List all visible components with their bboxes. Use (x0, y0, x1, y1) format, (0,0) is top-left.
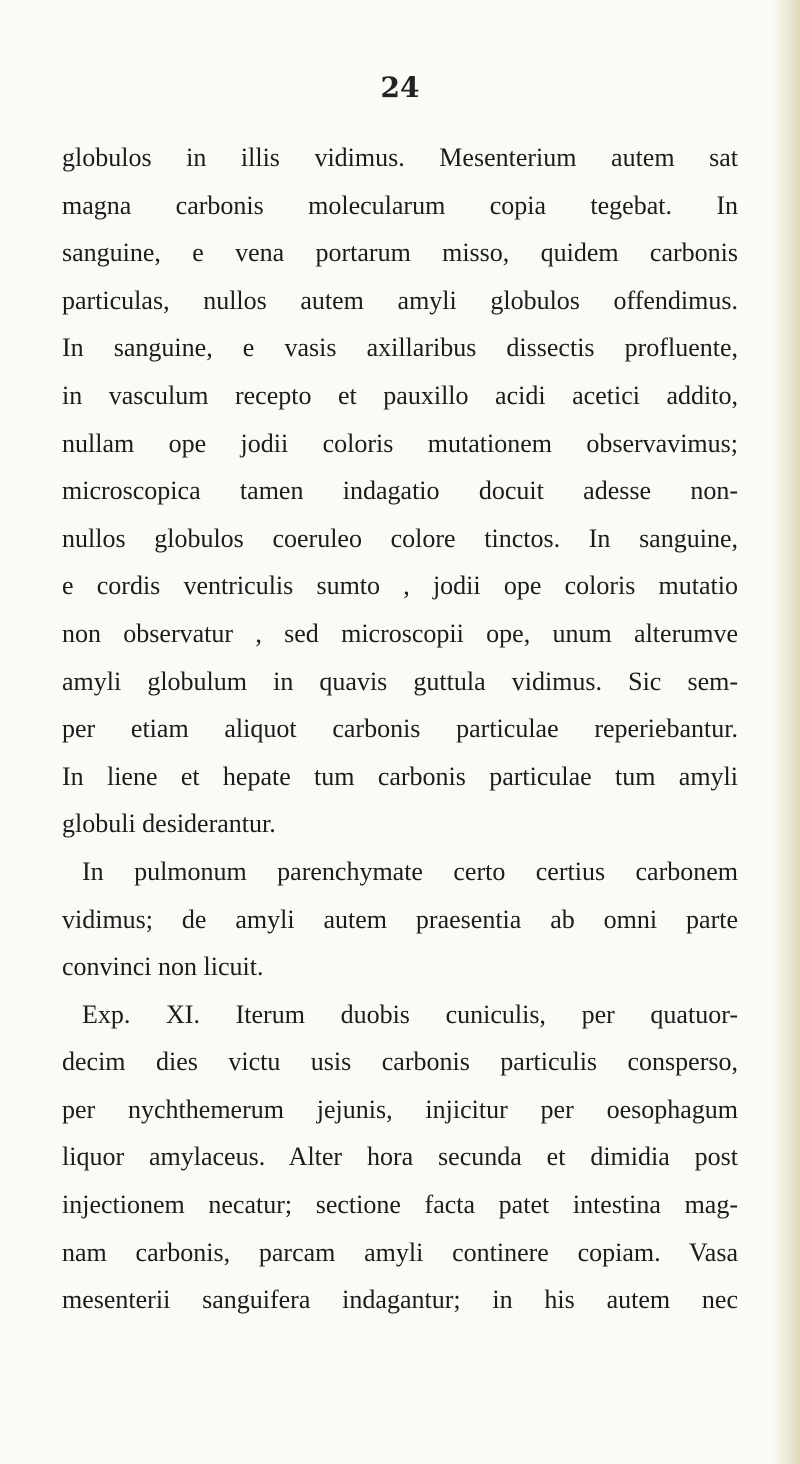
text-line: globulos in illis vidimus. Mesenterium autem sat (62, 143, 738, 172)
text-line: e cordis ventriculis sumto , jodii ope coloris mutatio (62, 571, 738, 601)
text-line: sanguine, e vena portarum misso, quidem carbonis (62, 238, 738, 268)
text-line: liquor amylaceus. Alter hora secunda et dimidia post (62, 1142, 738, 1172)
text-line: nam carbonis, parcam amyli continere copiam. Vasa (62, 1237, 738, 1267)
text-line: convinci non licuit. (62, 952, 264, 982)
text-line: vidimus; de amyli autem praesentia ab omni parte (62, 904, 738, 934)
text-line: per etiam aliquot carbonis particulae reperiebantur. (62, 714, 738, 744)
text-line: microscopica tamen indagatio docuit adesse non- (62, 476, 738, 506)
text-line: particulas, nullos autem amyli globulos offendimus. (62, 285, 738, 315)
text-line: nullos globulos coeruleo colore tinctos. In sanguine, (62, 523, 738, 553)
page-number: 24 (380, 71, 420, 104)
text-line: nullam ope jodii coloris mutationem observavimus; (62, 428, 738, 458)
text-line: In liene et hepate tum carbonis particulae tum amyli (62, 761, 738, 791)
text-line: Exp. XI. Iterum duobis cuniculis, per quatuor- (82, 999, 738, 1029)
text-line: non observatur , sed microscopii ope, unum alterumve (62, 618, 738, 648)
text-line: per nychthemerum jejunis, injicitur per oesophagum (62, 1094, 738, 1124)
text-line: mesenterii sanguifera indagantur; in his autem nec (62, 1285, 738, 1315)
text-line: globuli desiderantur. (62, 809, 276, 839)
text-line: magna carbonis molecularum copia tegebat. In (62, 190, 738, 220)
body-text (62, 134, 738, 1324)
text-line: In pulmonum parenchymate certo certius carbonem (82, 856, 738, 886)
page-edge-shadow (772, 0, 800, 1464)
text-line: injectionem necatur; sectione facta patet intestina mag- (62, 1190, 738, 1220)
text-line: in vasculum recepto et pauxillo acidi acetici addito, (62, 380, 738, 410)
text-line: amyli globulum in quavis guttula vidimus. Sic sem- (62, 666, 738, 696)
text-line: In sanguine, e vasis axillaribus dissectis profluente, (62, 333, 738, 363)
text-line: decim dies victu usis carbonis particulis consperso, (62, 1047, 738, 1077)
